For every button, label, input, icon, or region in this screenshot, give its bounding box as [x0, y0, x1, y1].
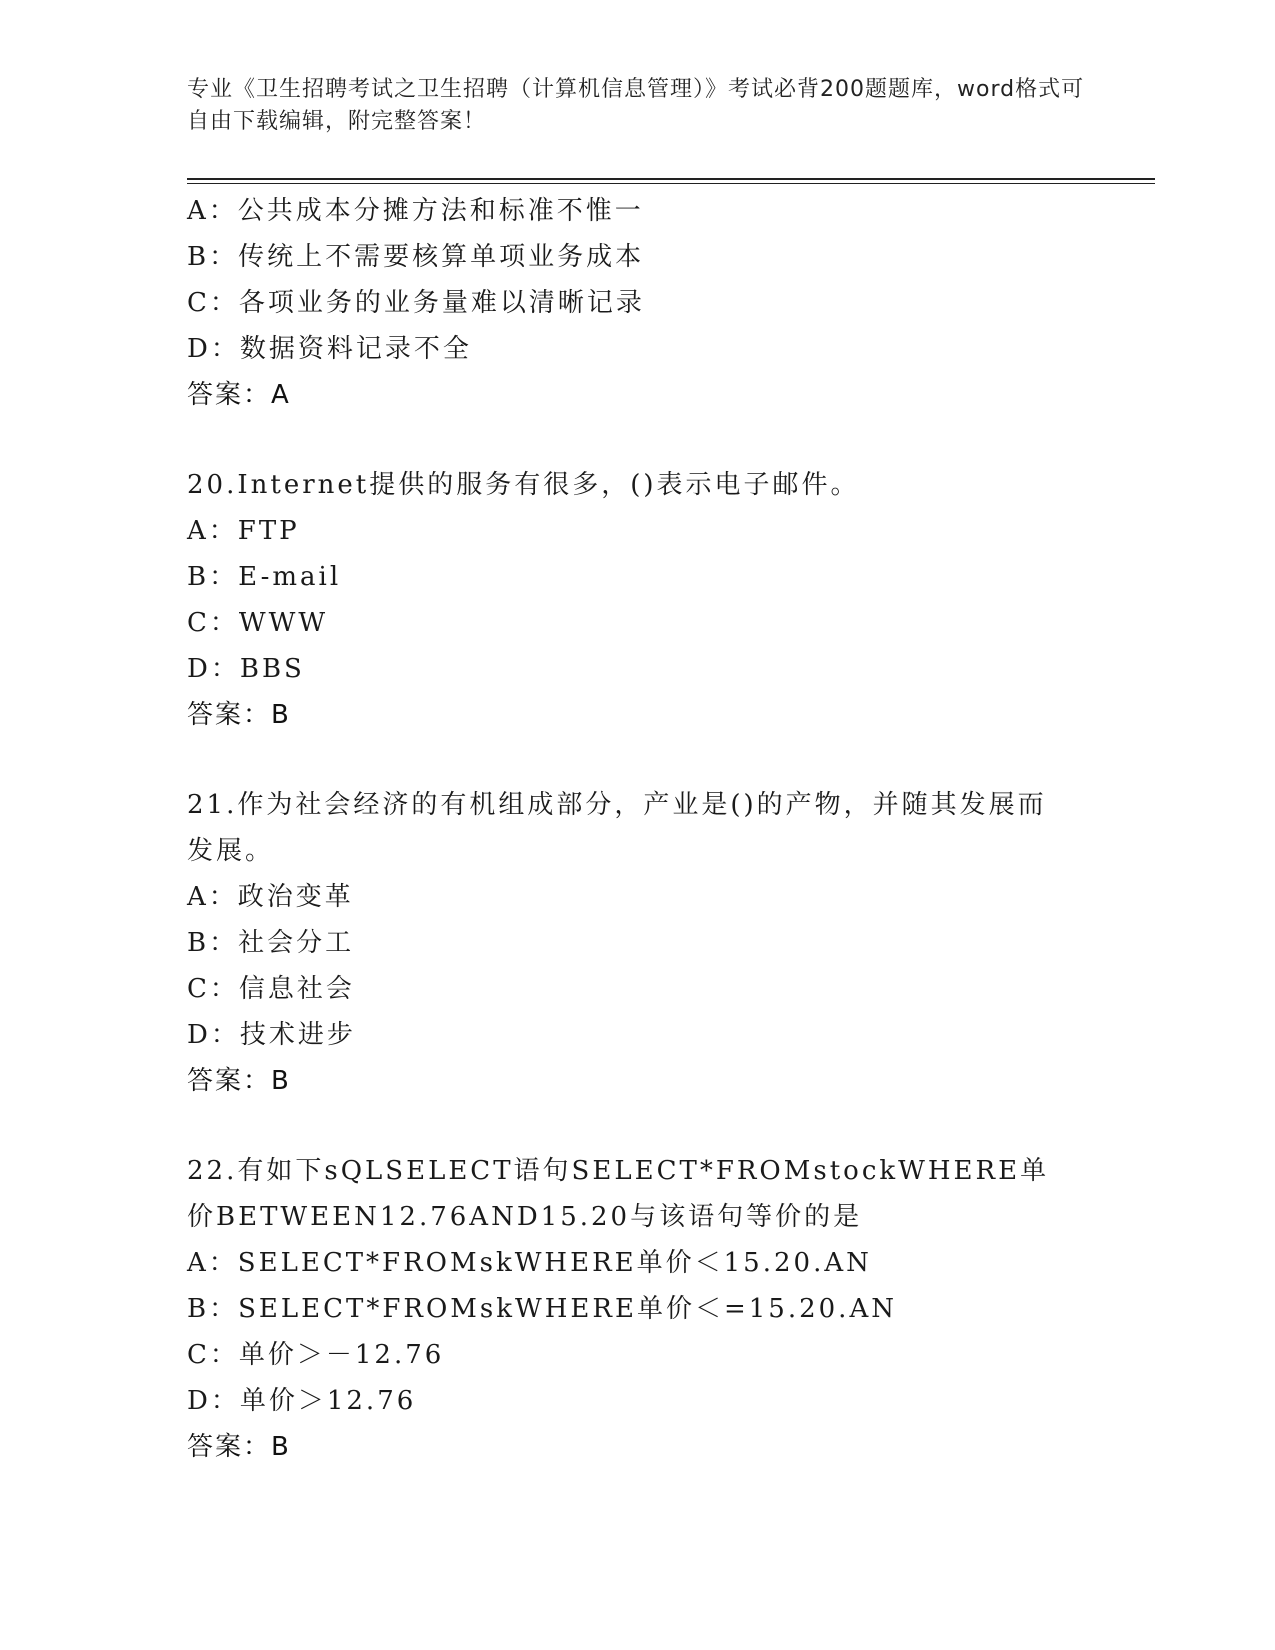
option-a: A：FTP — [187, 516, 300, 546]
option-d: D：技术进步 — [187, 1020, 356, 1050]
question-stem: 21.作为社会经济的有机组成部分，产业是()的产物，并随其发展而发展。 — [187, 790, 1047, 866]
answer-line: 答案：A — [187, 380, 291, 410]
document-header: 专业《卫生招聘考试之卫生招聘（计算机信息管理）》考试必背200题题库，word格式可自由下载编辑，附完整答案！ — [187, 77, 1085, 134]
option-c: C：WWW — [187, 608, 329, 638]
option-b: B：传统上不需要核算单项业务成本 — [187, 242, 645, 272]
option-b: B：社会分工 — [187, 928, 355, 958]
question-block-21 — [187, 782, 1087, 1104]
option-d: D：数据资料记录不全 — [187, 334, 472, 364]
header-divider-thick — [187, 178, 1155, 180]
option-c: C：信息社会 — [187, 974, 355, 1004]
question-block-20 — [187, 462, 1087, 738]
header-divider-thin — [187, 183, 1155, 184]
question-stem: 20.Internet提供的服务有很多，()表示电子邮件。 — [187, 470, 860, 500]
question-stem: 22.有如下sQLSELECT语句SELECT*FROMstockWHERE单价BETWEEN12.76AND15.20与该语句等价的是 — [187, 1156, 1050, 1232]
option-c: C：各项业务的业务量难以清晰记录 — [187, 288, 645, 318]
answer-line: 答案：B — [187, 1432, 291, 1462]
option-d: D：单价＞12.76 — [187, 1386, 417, 1416]
option-b: B：E-mail — [187, 562, 342, 592]
option-d: D：BBS — [187, 654, 305, 684]
answer-line: 答案：B — [187, 1066, 291, 1096]
answer-line: 答案：B — [187, 700, 291, 730]
question-content — [187, 188, 1087, 1470]
option-a: A：公共成本分摊方法和标准不惟一 — [187, 196, 644, 226]
option-a: A：SELECT*FROMskWHERE单价＜15.20.AN — [187, 1248, 872, 1278]
option-a: A：政治变革 — [187, 882, 354, 912]
question-block-22 — [187, 1148, 1087, 1470]
prev-question-block — [187, 188, 1087, 418]
option-c: C：单价＞－12.76 — [187, 1340, 445, 1370]
option-b: B：SELECT*FROMskWHERE单价＜=15.20.AN — [187, 1294, 897, 1324]
